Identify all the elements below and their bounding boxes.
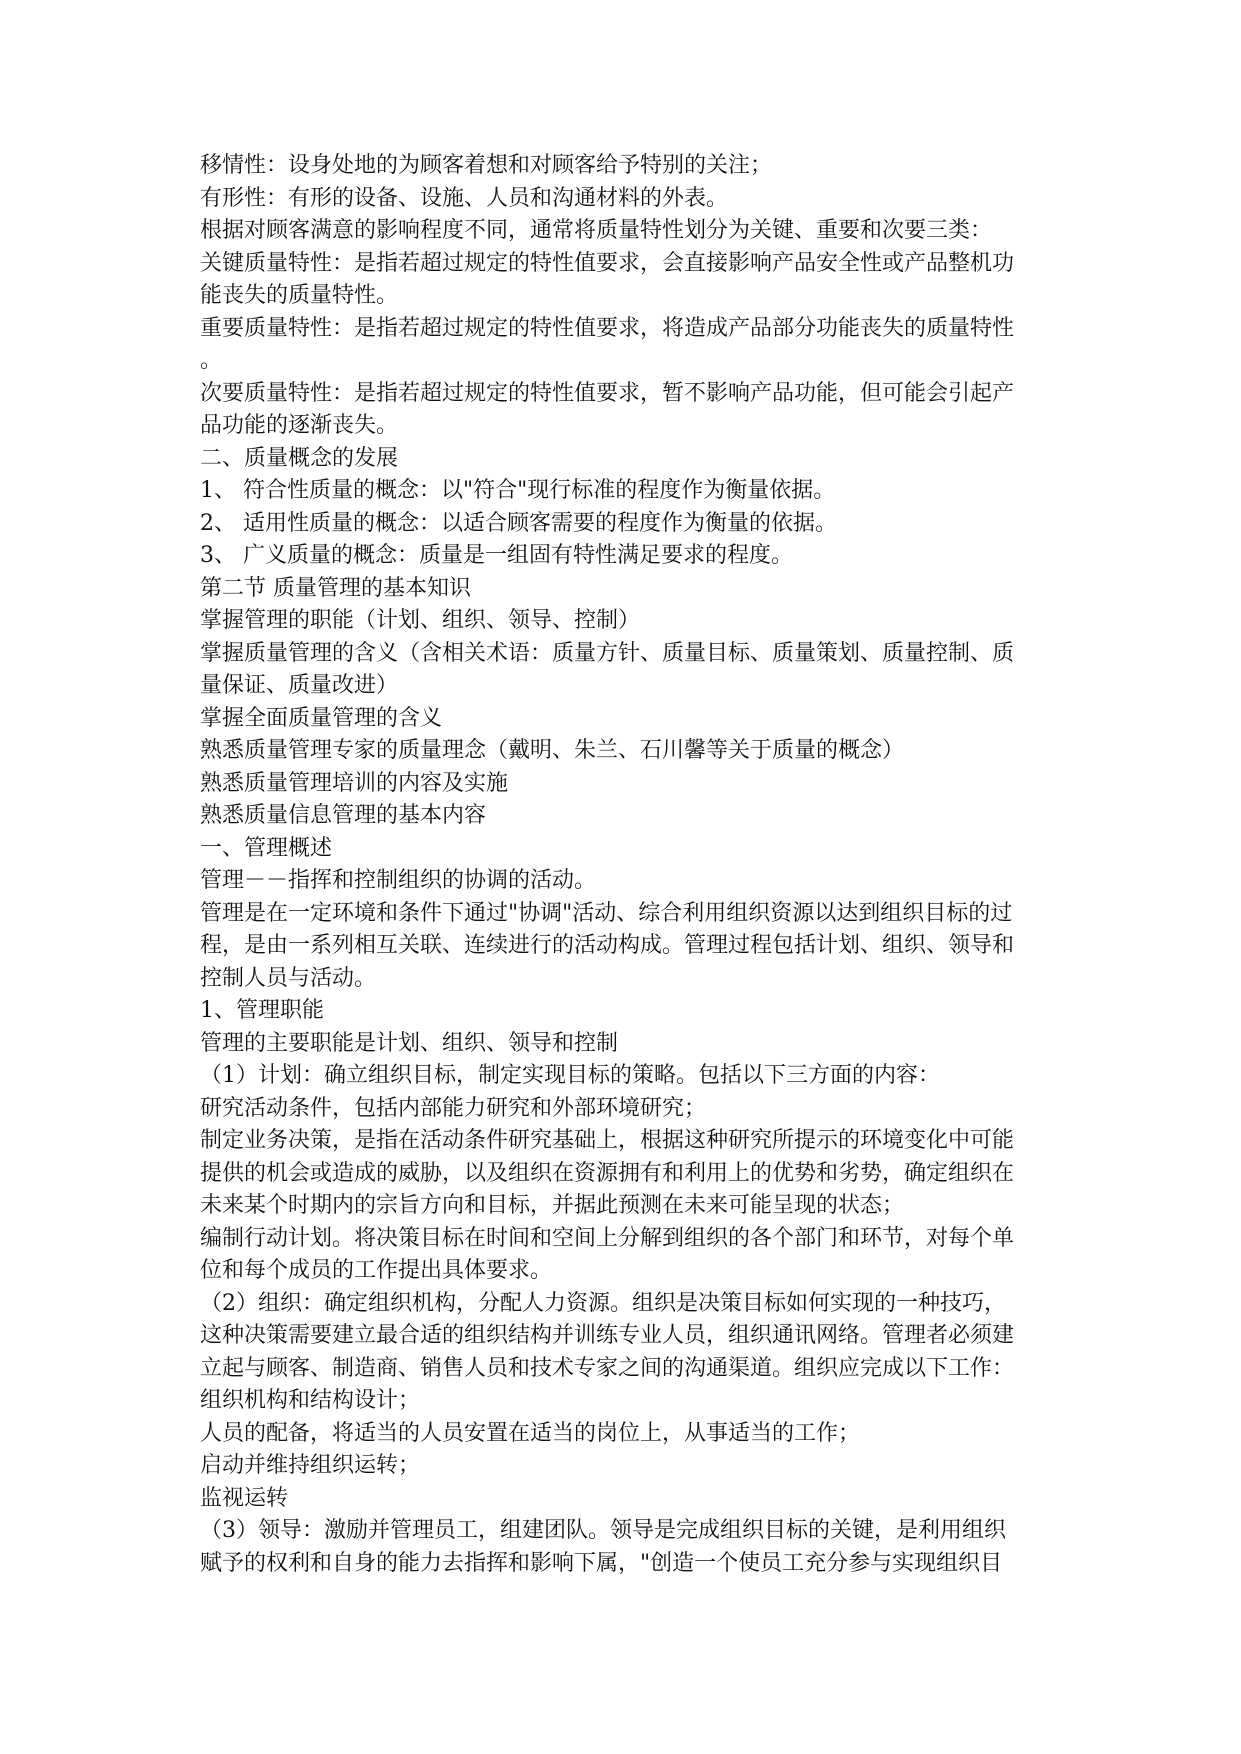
text-line: （2）组织：确定组织机构，分配人力资源。组织是决策目标如何实现的一种技巧， <box>200 1290 1006 1316</box>
list-item: 3、 广义质量的概念：质量是一组固有特性满足要求的程度。 <box>200 543 793 568</box>
text-line: 重要质量特性：是指若超过规定的特性值要求，将造成产品部分功能丧失的质量特性 <box>200 315 1015 341</box>
text-line: 管理的主要职能是计划、组织、领导和控制 <box>200 1030 619 1056</box>
list-item: 2、 适用性质量的概念：以适合顾客需要的程度作为衡量的依据。 <box>200 510 837 536</box>
text-line: 管理是在一定环境和条件下通过"协调"活动、综合利用组织资源以达到组织目标的过 <box>200 900 1013 926</box>
text-line: 有形性：有形的设备、设施、人员和沟通材料的外表。 <box>200 185 729 211</box>
list-item: 1、 符合性质量的概念：以"符合"现行标准的程度作为衡量依据。 <box>200 478 836 503</box>
subsection-heading: 1、管理职能 <box>200 998 324 1023</box>
text-line: 启动并维持组织运转； <box>200 1453 421 1478</box>
text-line: 熟悉质量管理培训的内容及实施 <box>200 770 509 796</box>
text-line: 掌握全面质量管理的含义 <box>200 705 443 731</box>
text-line: 研究活动条件，包括内部能力研究和外部环境研究； <box>200 1095 707 1121</box>
text-line: 关键质量特性：是指若超过规定的特性值要求，会直接影响产品安全性或产品整机功 <box>200 250 1015 276</box>
chapter-heading: 第二节 质量管理的基本知识 <box>200 575 471 601</box>
text-line: 掌握质量管理的含义（含相关术语：质量方针、质量目标、质量策划、质量控制、质 <box>200 640 1015 666</box>
text-line: 熟悉质量信息管理的基本内容 <box>200 803 487 828</box>
text-line: 监视运转 <box>200 1485 289 1511</box>
text-line: （1）计划：确立组织目标，制定实现目标的策略。包括以下三方面的内容： <box>200 1063 940 1088</box>
text-line: 编制行动计划。将决策目标在时间和空间上分解到组织的各个部门和环节，对每个单 <box>200 1225 1015 1251</box>
section-heading: 二、质量概念的发展 <box>200 445 399 471</box>
text-line: 程，是由一系列相互关联、连续进行的活动构成。管理过程包括计划、组织、领导和 <box>200 933 1015 958</box>
text-line: 人员的配备，将适当的人员安置在适当的岗位上，从事适当的工作； <box>200 1420 861 1446</box>
text-line: 制定业务决策，是指在活动条件研究基础上，根据这种研究所提示的环境变化中可能 <box>200 1128 1015 1153</box>
text-line: 未来某个时期内的宗旨方向和目标，并据此预测在未来可能呈现的状态； <box>200 1193 905 1218</box>
text-line: 提供的机会或造成的威胁，以及组织在资源拥有和利用上的优势和劣势，确定组织在 <box>200 1160 1015 1186</box>
text-line: 立起与顾客、制造商、销售人员和技术专家之间的沟通渠道。组织应完成以下工作： <box>200 1355 1015 1381</box>
text-line: 管理－－指挥和控制组织的协调的活动。 <box>200 868 597 893</box>
text-line: 位和每个成员的工作提出具体要求。 <box>200 1258 553 1283</box>
text-line: （3）领导：激励并管理员工，组建团队。领导是完成组织目标的关键，是利用组织 <box>200 1518 1006 1543</box>
text-line: 次要质量特性：是指若超过规定的特性值要求，暂不影响产品功能，但可能会引起产 <box>200 380 1015 406</box>
text-line: 掌握管理的职能（计划、组织、领导、控制） <box>200 608 641 633</box>
text-line: 组织机构和结构设计； <box>200 1388 421 1413</box>
section-heading: 一、管理概述 <box>200 835 333 861</box>
text-line: 。 <box>200 348 223 373</box>
text-line: 这种决策需要建立最合适的组织结构并训练专业人员，组织通讯网络。管理者必须建 <box>200 1323 1015 1348</box>
document-page <box>200 150 1120 1580</box>
text-line: 移情性：设身处地的为顾客着想和对顾客给予特别的关注； <box>200 153 773 178</box>
text-line: 熟悉质量管理专家的质量理念（戴明、朱兰、石川馨等关于质量的概念） <box>200 738 905 763</box>
text-line: 赋予的权利和自身的能力去指挥和影响下属，"创造一个使员工充分参与实现组织目 <box>200 1550 1003 1576</box>
text-line: 控制人员与活动。 <box>200 965 377 991</box>
text-line: 品功能的逐渐丧失。 <box>200 413 399 438</box>
text-line: 能丧失的质量特性。 <box>200 283 399 308</box>
text-line: 量保证、质量改进） <box>200 673 399 698</box>
text-line: 根据对顾客满意的影响程度不同，通常将质量特性划分为关键、重要和次要三类： <box>200 218 993 243</box>
